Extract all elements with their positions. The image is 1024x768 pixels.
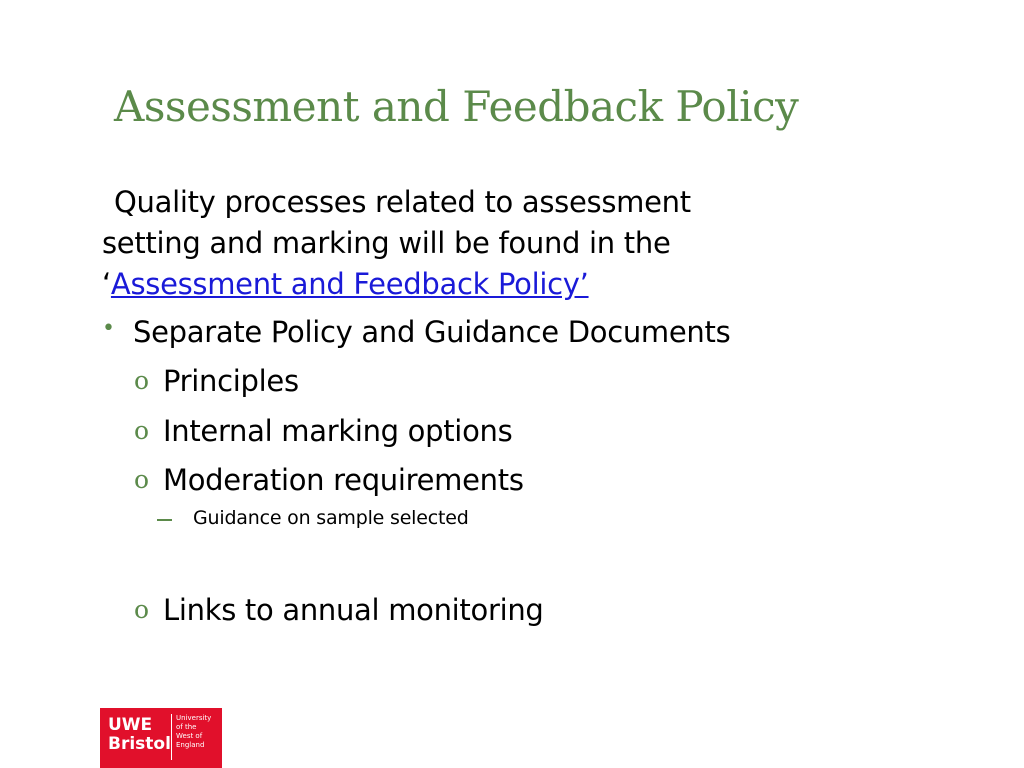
sub-item-moderation: Moderation requirements <box>163 463 524 497</box>
sub-item-principles: Principles <box>163 364 299 398</box>
logo-divider <box>171 714 172 760</box>
sub-marker-annual-monitoring: o <box>134 595 150 624</box>
sub-item-annual-monitoring: Links to annual monitoring <box>163 593 544 627</box>
logo-university-text <box>176 714 211 750</box>
logo-uwe: UWE <box>108 715 153 735</box>
intro-paragraph <box>102 182 742 305</box>
dash-marker <box>157 519 172 521</box>
policy-link[interactable]: Assessment and Feedback Policy’ <box>110 267 589 301</box>
logo-small-line-1: University <box>176 714 212 722</box>
sub-marker-moderation: o <box>134 465 150 494</box>
slide-title: Assessment and Feedback Policy <box>114 82 799 131</box>
logo-wordmark <box>108 716 171 754</box>
bullet-marker: • <box>102 316 115 341</box>
sub-marker-internal-marking: o <box>134 416 150 445</box>
intro-line-1: Quality processes related to assessment <box>114 185 691 219</box>
intro-line-3 <box>102 264 742 305</box>
bullet-separate-documents: Separate Policy and Guidance Documents <box>133 315 731 349</box>
logo-small-line-4: England <box>176 741 205 749</box>
sub-sub-item-guidance: Guidance on sample selected <box>193 507 469 529</box>
intro-line-2: setting and marking will be found in the <box>102 226 671 260</box>
logo-bristol: Bristol <box>108 734 171 754</box>
logo-small-line-3: West of <box>176 732 203 740</box>
uwe-bristol-logo <box>100 708 222 768</box>
sub-marker-principles: o <box>134 366 150 395</box>
sub-item-internal-marking: Internal marking options <box>163 414 513 448</box>
logo-small-line-2: of the <box>176 723 197 731</box>
quote-mark: ‘ <box>102 267 111 301</box>
